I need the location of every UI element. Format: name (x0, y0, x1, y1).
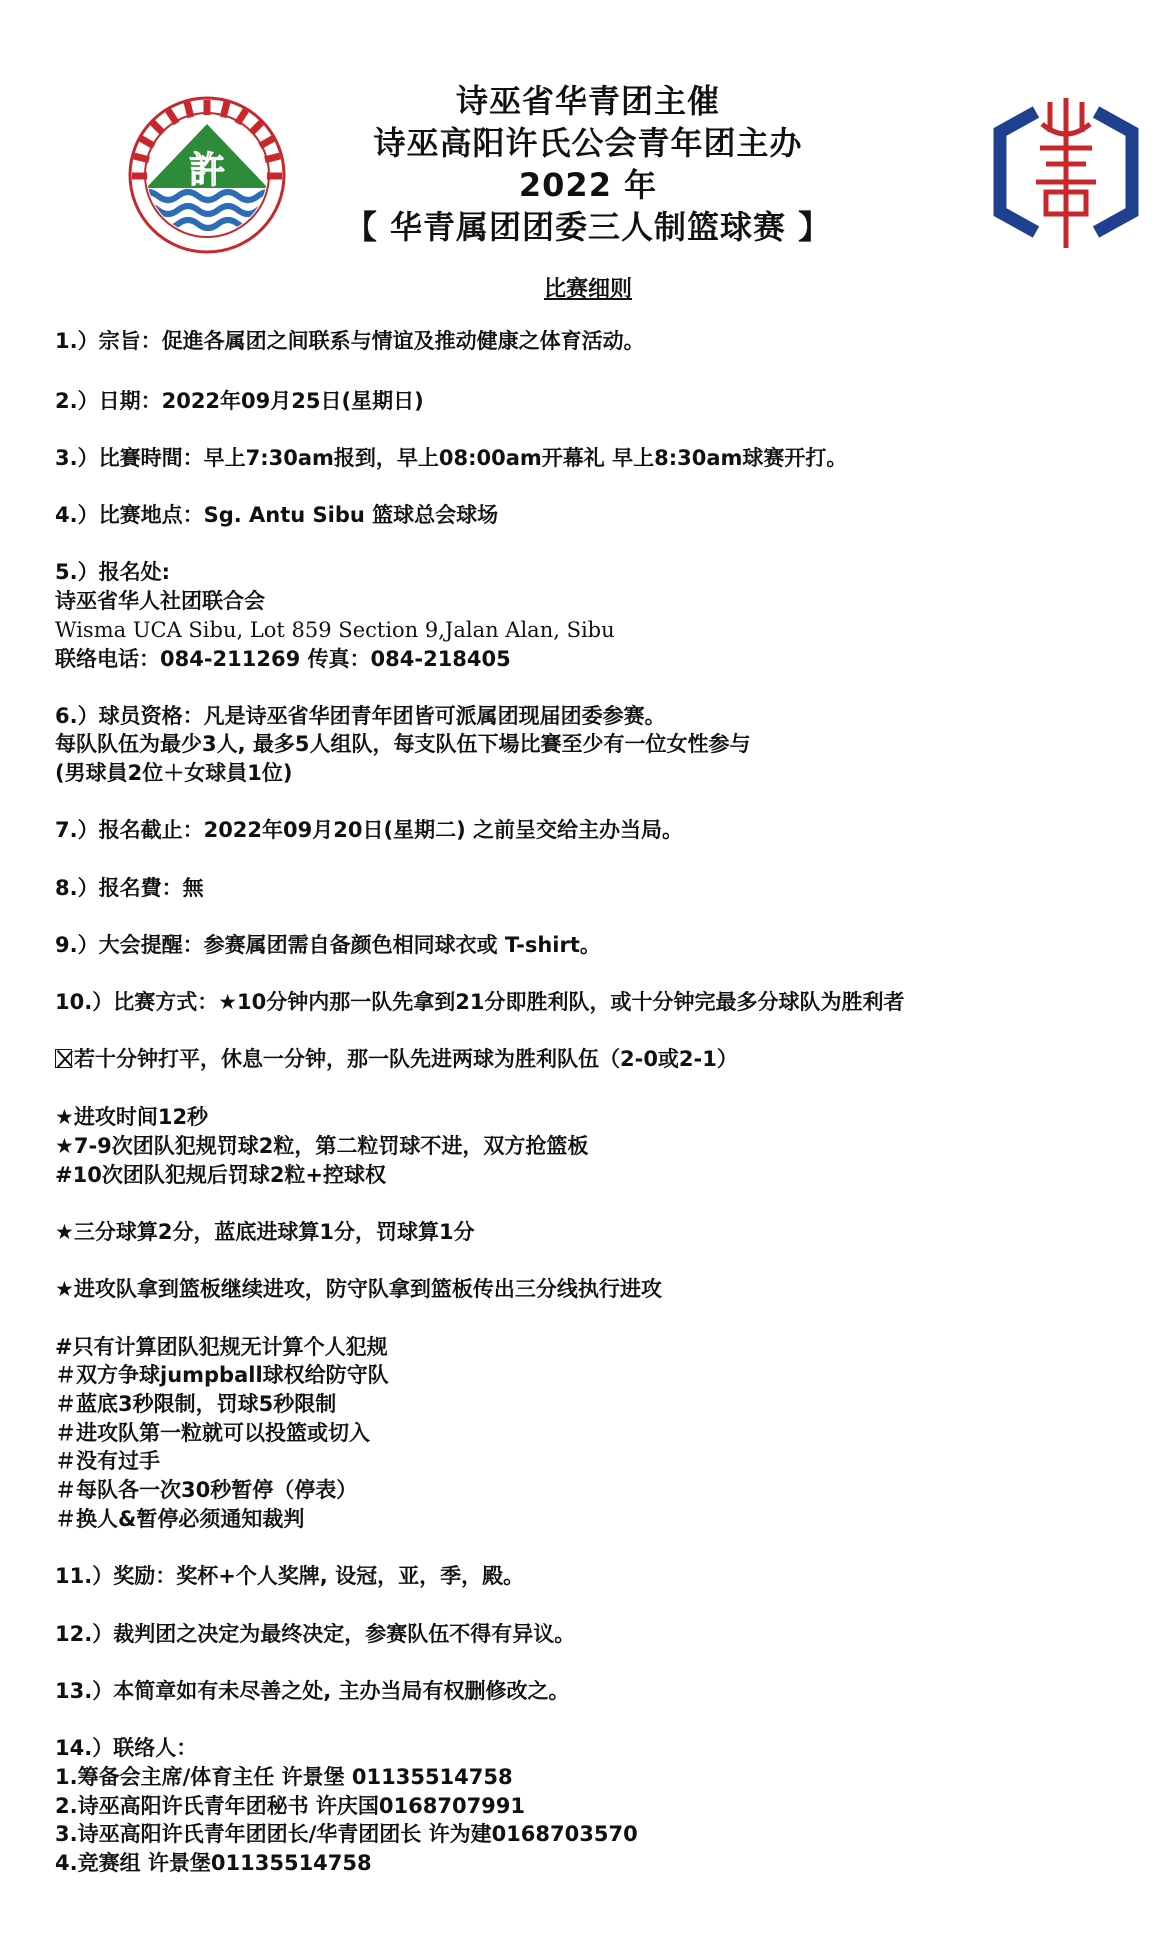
rule-item: ＃换人&暂停必须通知裁判 (55, 1507, 305, 1531)
rule-item: #10次团队犯规后罚球2粒+控球权 (55, 1163, 387, 1187)
rule-item: 11.）奖励：奖杯+个人奖牌, 设冠，亚，季，殿。 (55, 1564, 525, 1588)
rule-item: ★进攻队拿到篮板继续进攻，防守队拿到篮板传出三分线执行进攻 (55, 1277, 662, 1301)
subtitle-rules (0, 272, 1176, 303)
rule-item: ＃双方争球jumpball球权给防守队 (55, 1363, 389, 1387)
rule-item: 2.）日期：2022年09月25日(星期日) (55, 389, 424, 413)
hsu-clan-association-logo-icon (128, 96, 286, 254)
contact-heading: 14.）联络人： (55, 1736, 198, 1760)
rule-item: ＃蓝底3秒限制，罚球5秒限制 (55, 1392, 337, 1416)
rule-item: #只有计算团队犯规无计算个人犯规 (55, 1335, 388, 1359)
rule-item: ＃进攻队第一粒就可以投篮或切入 (55, 1421, 370, 1445)
hua-qing-logo-icon (990, 92, 1142, 252)
rule-item: 3.）比賽時間：早上7:30am报到，早上08:00am开幕礼 早上8:30am球赛开打。 (55, 446, 848, 470)
rule-item: ★进攻时间12秒 (55, 1105, 209, 1129)
rule-item: 7.）报名截止：2022年09月20日(星期二) 之前呈交给主办当局。 (55, 818, 683, 842)
document-title: 【 华青属团团委三人制篮球赛 】 (344, 208, 832, 246)
rule-text: 若十分钟打平，休息一分钟，那一队先进两球为胜利队伍（2-0或2-1） (74, 1047, 738, 1071)
contact-item: 4.竞赛组 许景堡01135514758 (55, 1851, 372, 1875)
rule-item: 4.）比赛地点：Sg. Antu Sibu 篮球总会球场 (55, 503, 499, 527)
subtitle-text: 比赛细则 (543, 277, 632, 302)
rule-item: ★7-9次团队犯规罚球2粒，第二粒罚球不进，双方抢篮板 (55, 1134, 589, 1158)
rule-item: 12.）裁判团之决定为最终决定，参赛队伍不得有异议。 (55, 1622, 576, 1646)
contact-item: 2.诗巫高阳许氏青年团秘书 许庆国0168707991 (55, 1794, 526, 1818)
rule-item: (男球員2位＋女球員1位) (55, 761, 293, 785)
rule-item: 联络电话：084-211269 传真：084-218405 (55, 647, 511, 671)
rule-item: Wisma UCA Sibu, Lot 859 Section 9,Jalan Alan, Sibu (55, 618, 615, 642)
header-line-host: 诗巫高阳许氏公会青年团主办 (373, 124, 803, 162)
logo-char: 許 (188, 150, 226, 191)
contact-item: 1.筹备会主席/体育主任 许景堡 01135514758 (55, 1765, 513, 1789)
rule-item: 1.）宗旨：促進各属团之间联系与情谊及推动健康之体育活动。 (55, 329, 645, 353)
rule-item: ＃每队各一次30秒暂停（停表） (55, 1478, 358, 1502)
rule-item-with-box (55, 1045, 738, 1074)
rule-item: 8.）报名費：無 (55, 876, 204, 900)
header-line-organizer: 诗巫省华青团主催 (455, 82, 720, 120)
rule-item: ＃没有过手 (55, 1449, 160, 1473)
rule-item: 10.）比赛方式：★10分钟内那一队先拿到21分即胜利队，或十分钟完最多分球队为胜利者 (55, 990, 905, 1014)
document-header (300, 80, 876, 248)
rule-item: 6.）球员资格：凡是诗巫省华团青年团皆可派属团现届团委参赛。 (55, 704, 666, 728)
rule-item: 诗巫省华人社团联合会 (55, 589, 265, 613)
rule-item: 13.）本简章如有未尽善之处, 主办当局有权删修改之。 (55, 1679, 570, 1703)
rule-item: 5.）报名处: (55, 560, 170, 584)
header-line-year: 2022 年 (518, 166, 658, 204)
rule-item: 每队队伍为最少3人, 最多5人组队，每支队伍下場比賽至少有一位女性参与 (55, 732, 751, 756)
rule-item: ★三分球算2分，蓝底进球算1分，罚球算1分 (55, 1220, 475, 1244)
contact-item: 3.诗巫高阳许氏青年团团长/华青团团长 许为建0168703570 (55, 1822, 638, 1846)
rule-item: 9.）大会提醒：参赛属团需自备颜色相同球衣或 T-shirt。 (55, 933, 601, 957)
checkbox-crossed-icon (55, 1049, 72, 1068)
